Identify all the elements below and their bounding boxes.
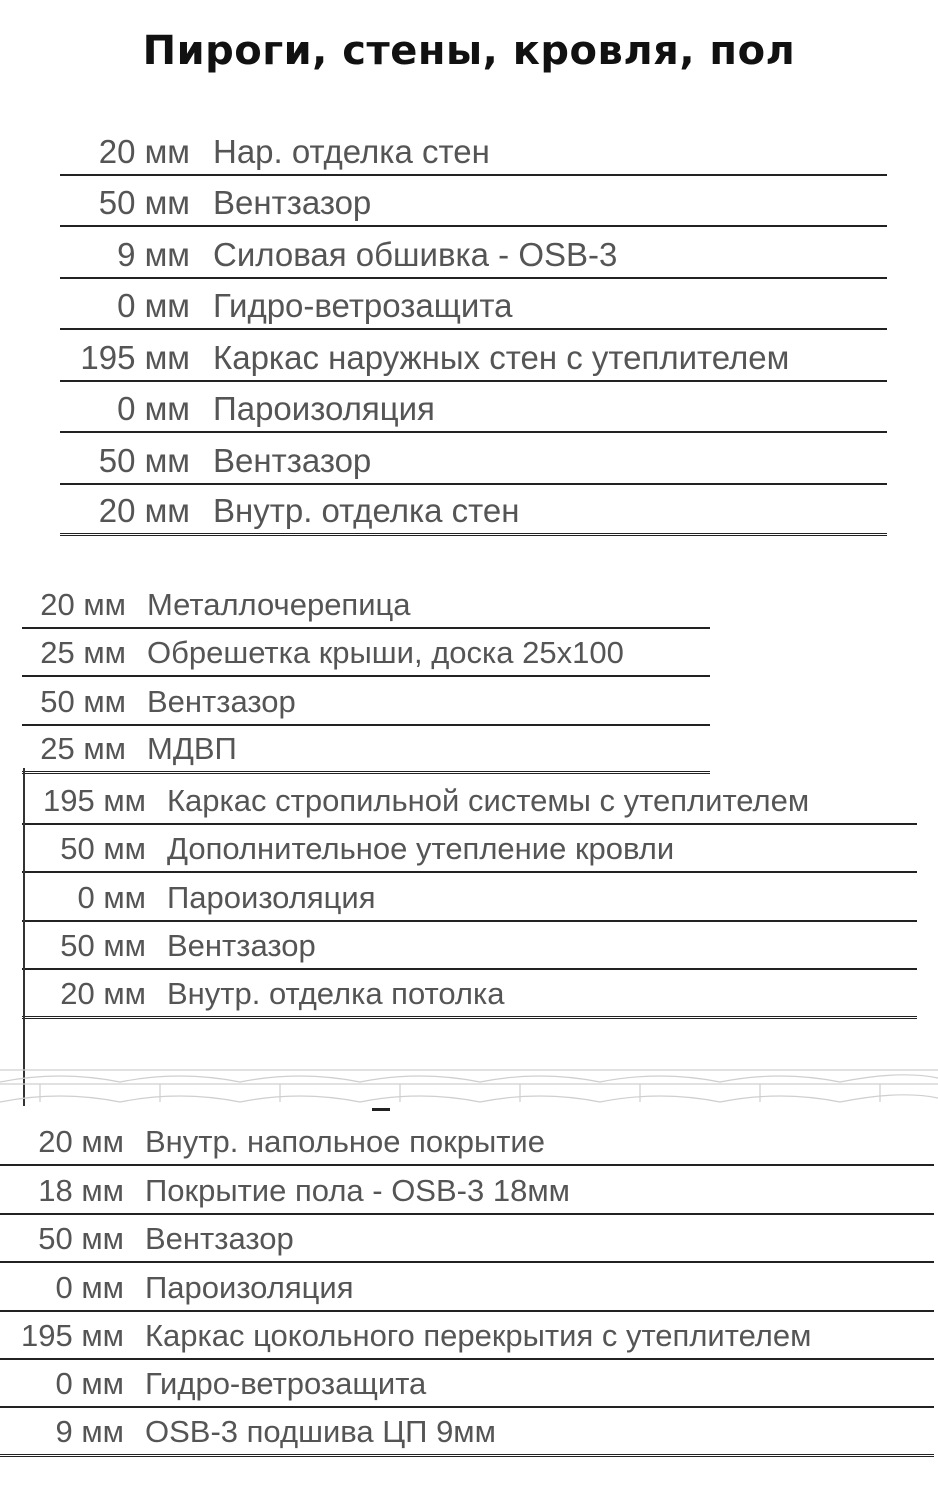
roof-layer-row — [22, 776, 917, 825]
layer-thickness: 50 мм — [98, 441, 190, 479]
wall-layer-row — [60, 485, 887, 537]
layer-name: Каркас наружных стен с утеплителем — [213, 338, 790, 376]
roof-layer-row — [22, 629, 710, 678]
layer-name: Покрытие пола - OSB-3 18мм — [145, 1172, 570, 1208]
layer-name: Обрешетка крыши, доска 25x100 — [147, 635, 624, 670]
layer-thickness: 25 мм — [40, 731, 126, 766]
roof-layer-row — [22, 580, 710, 629]
layer-name: Пароизоляция — [145, 1269, 354, 1305]
layer-name: Дополнительное утепление кровли — [167, 831, 675, 866]
layer-name: Вентзазор — [145, 1221, 294, 1257]
layer-name: Нар. отделка стен — [213, 132, 490, 170]
layer-name: Каркас цокольного перекрытия с утеплителем — [145, 1317, 812, 1353]
layer-thickness: 195 мм — [80, 338, 190, 376]
wall-layer-row — [60, 227, 887, 279]
layer-thickness: 50 мм — [60, 928, 146, 963]
roof-layer-row — [22, 970, 917, 1019]
floor-layer-row — [0, 1215, 934, 1263]
layer-name: Силовая обшивка - OSB-3 — [213, 235, 618, 273]
roof-layer-row — [22, 873, 917, 922]
layer-name: Гидро-ветрозащита — [213, 287, 513, 324]
floor-layer-row — [0, 1360, 934, 1408]
wall-layer-row — [60, 330, 887, 382]
layer-thickness: 9 мм — [55, 1413, 124, 1449]
layer-name: Вентзазор — [147, 683, 296, 719]
layer-thickness: 195 мм — [43, 782, 146, 818]
layer-thickness: 20 мм — [38, 1124, 124, 1160]
layer-thickness: 0 мм — [77, 879, 146, 915]
layer-thickness: 50 мм — [38, 1221, 124, 1257]
roof-layer-row — [22, 677, 710, 726]
layer-name: МДВП — [147, 731, 237, 766]
floor-layer-row — [0, 1118, 934, 1166]
floor-layer-row — [0, 1263, 934, 1311]
layer-name: Внутр. отделка потолка — [167, 975, 505, 1011]
layer-name: Вентзазор — [213, 184, 372, 221]
layer-thickness: 0 мм — [55, 1366, 124, 1402]
tile-pattern-divider — [0, 1062, 938, 1118]
roof-section-divider — [23, 768, 25, 1106]
layer-name: Вентзазор — [213, 441, 372, 479]
wall-layer-row — [60, 382, 887, 434]
layer-thickness: 20 мм — [60, 975, 146, 1011]
wall-layer-row — [60, 279, 887, 331]
layer-name: Каркас стропильной системы с утеплителем — [167, 782, 810, 818]
layer-name: Гидро-ветрозащита — [145, 1366, 427, 1402]
layer-name: Вентзазор — [167, 928, 316, 963]
layer-thickness: 50 мм — [40, 683, 126, 719]
wall-layer-row — [60, 433, 887, 485]
layer-name: Пароизоляция — [213, 390, 435, 427]
layer-name: OSB-3 подшива ЦП 9мм — [145, 1413, 496, 1449]
wall-layer-row — [60, 176, 887, 228]
layer-thickness: 50 мм — [98, 184, 190, 221]
floor-layer-row — [0, 1166, 934, 1214]
layer-thickness: 0 мм — [117, 287, 190, 324]
roof-layer-row — [22, 726, 710, 775]
layer-thickness: 0 мм — [55, 1269, 124, 1305]
layer-thickness: 195 мм — [21, 1317, 124, 1353]
roof-layer-row — [22, 922, 917, 971]
layer-thickness: 20 мм — [98, 492, 190, 529]
layer-thickness: 9 мм — [117, 235, 190, 273]
layer-thickness: 50 мм — [60, 831, 146, 866]
roof-layer-row — [22, 825, 917, 874]
layer-name: Пароизоляция — [167, 879, 376, 915]
layer-thickness: 18 мм — [38, 1172, 124, 1208]
layer-thickness: 20 мм — [98, 132, 190, 170]
layer-thickness: 20 мм — [40, 586, 126, 622]
floor-layer-row — [0, 1408, 934, 1456]
floor-layer-row — [0, 1312, 934, 1360]
layer-thickness: 0 мм — [117, 390, 190, 427]
layer-name: Внутр. напольное покрытие — [145, 1124, 545, 1160]
layer-name: Металлочерепица — [147, 586, 411, 622]
layer-name: Внутр. отделка стен — [213, 492, 520, 529]
page-title: Пироги, стены, кровля, пол — [142, 28, 796, 74]
wall-layer-row — [60, 124, 887, 176]
layer-thickness: 25 мм — [40, 635, 126, 670]
